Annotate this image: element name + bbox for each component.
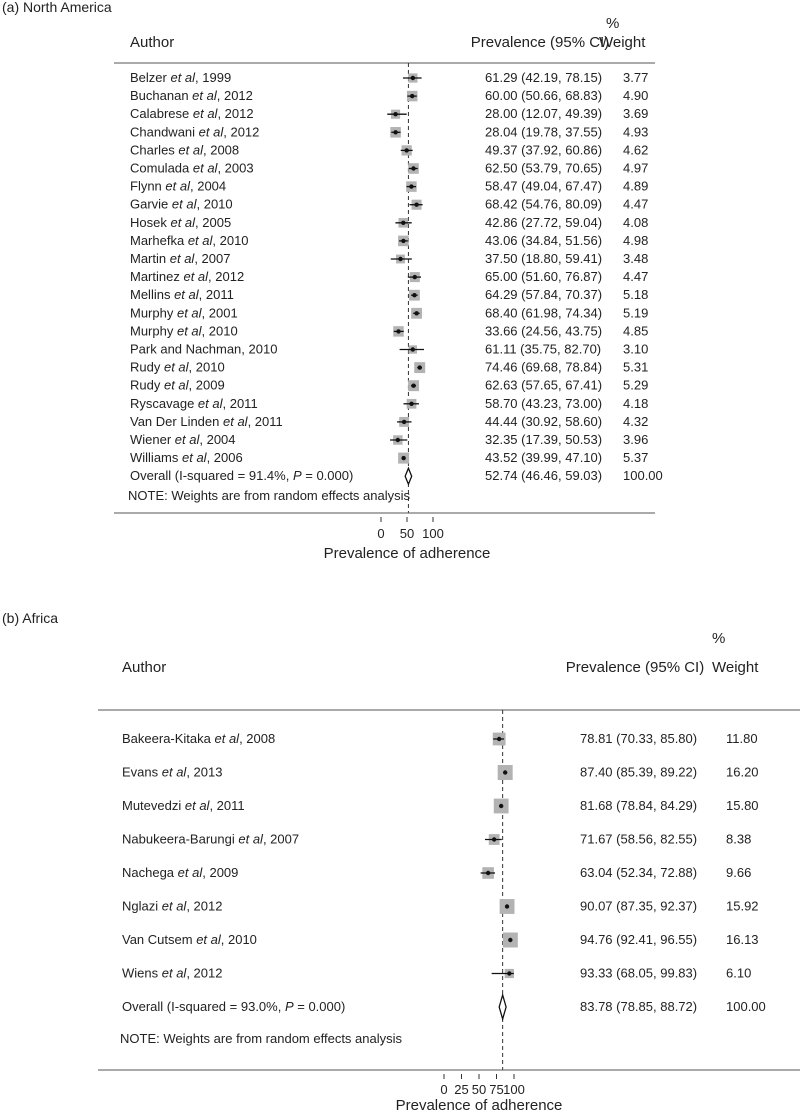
study-point xyxy=(396,329,400,333)
study-weight: 3.77 xyxy=(623,70,649,85)
study-weight: 4.89 xyxy=(623,178,649,194)
study-ci: 33.66 (24.56, 43.75) xyxy=(485,323,603,339)
author-text-part: Williams xyxy=(130,450,182,466)
x-axis-label: Prevalence of adherence xyxy=(323,545,491,562)
author-text-part: Evans xyxy=(122,764,162,780)
italic-text: et al xyxy=(198,124,224,140)
study-ci: 58.47 (49.04, 67.47) xyxy=(485,178,603,194)
study-author xyxy=(122,932,257,947)
author-text-part: Mutevedzi xyxy=(122,798,185,813)
study-point xyxy=(401,221,405,225)
study-author xyxy=(130,432,236,447)
study-weight: 4.47 xyxy=(623,269,649,285)
italic-text: et al xyxy=(183,269,209,285)
x-axis-label: Prevalence of adherence xyxy=(395,1097,563,1113)
overall-label xyxy=(122,999,345,1014)
author-text-part: Charles xyxy=(130,142,179,158)
study-point xyxy=(505,904,509,908)
study-author xyxy=(130,305,238,320)
author-text-part: Buchanan xyxy=(130,88,193,104)
study-weight: 4.93 xyxy=(623,124,649,140)
study-author xyxy=(130,323,238,338)
italic-text: et al xyxy=(161,764,187,780)
study-author xyxy=(130,287,234,302)
italic-text: et al xyxy=(197,395,223,411)
header-weight-percent: % xyxy=(712,630,726,647)
study-author xyxy=(130,215,231,230)
study-weight: 5.31 xyxy=(623,359,649,375)
author-text-part: , 2011 xyxy=(222,395,258,411)
study-author xyxy=(130,70,231,85)
author-text-part: , 2012 xyxy=(217,106,254,122)
italic-text: et al xyxy=(163,359,189,375)
author-text-part: , 2012 xyxy=(216,88,253,104)
author-text-part: Rudy xyxy=(130,359,164,375)
study-point xyxy=(409,402,413,406)
header-estimate: Prevalence (95% CI) xyxy=(565,659,705,676)
x-tick-label: 0 xyxy=(377,526,385,541)
overall-weight: 100.00 xyxy=(623,468,663,484)
study-point xyxy=(393,130,397,134)
author-text-part: Nachega xyxy=(122,865,178,880)
x-tick-label: 100 xyxy=(503,1082,525,1097)
author-text-part: , 2010 xyxy=(220,932,257,947)
study-weight: 15.80 xyxy=(726,798,759,813)
study-weight: 5.37 xyxy=(623,450,649,466)
study-author xyxy=(130,106,254,121)
header-author: Author xyxy=(130,34,175,51)
study-ci: 78.81 (70.33, 85.80) xyxy=(580,731,698,746)
study-author xyxy=(130,88,253,103)
study-point xyxy=(413,275,417,279)
author-text-part: , 2009 xyxy=(202,865,239,880)
study-ci: 94.76 (92.41, 96.55) xyxy=(580,932,698,947)
study-ci: 32.35 (17.39, 50.53) xyxy=(485,432,603,447)
author-text-part: Garvie xyxy=(130,196,172,212)
study-point xyxy=(486,871,490,875)
study-author xyxy=(130,414,283,429)
author-text-part: Nglazi xyxy=(122,898,162,914)
italic-text: P xyxy=(292,468,302,484)
study-ci: 64.29 (57.84, 70.37) xyxy=(485,287,603,303)
study-author xyxy=(122,731,275,746)
study-ci: 28.04 (19.78, 37.55) xyxy=(485,124,603,140)
weights-note: NOTE: Weights are from random effects analysis xyxy=(120,1031,403,1046)
x-tick-label: 75 xyxy=(489,1082,504,1097)
study-author xyxy=(122,966,222,981)
study-point xyxy=(404,148,408,152)
author-text-part: Van Der Linden xyxy=(130,413,223,429)
italic-text: et al xyxy=(223,413,248,429)
author-text-part: = 0.000) xyxy=(301,468,354,484)
x-tick-label: 100 xyxy=(422,526,444,541)
study-weight: 15.92 xyxy=(726,898,759,914)
overall-diamond xyxy=(405,468,412,484)
study-point xyxy=(499,804,503,808)
study-point xyxy=(412,293,416,297)
author-text-part: Murphy xyxy=(130,323,177,339)
study-weight: 4.32 xyxy=(623,413,649,429)
italic-text: et al xyxy=(182,450,207,466)
author-text-part: , 2010 xyxy=(212,232,249,248)
italic-text: et al xyxy=(196,932,221,947)
study-weight: 3.69 xyxy=(623,106,649,122)
study-weight: 6.10 xyxy=(726,965,752,981)
study-weight: 3.96 xyxy=(623,432,649,447)
study-ci: 68.40 (61.98, 74.34) xyxy=(485,305,603,321)
author-text-part: Flynn xyxy=(130,178,166,194)
study-point xyxy=(414,311,418,315)
study-ci: 28.00 (12.07, 49.39) xyxy=(485,106,603,122)
author-text-part: Park and Nachman, 2010 xyxy=(130,341,278,357)
italic-text: et al xyxy=(165,178,190,194)
study-point xyxy=(396,438,400,442)
study-ci: 42.86 (27.72, 59.04) xyxy=(485,214,603,230)
study-point xyxy=(507,971,511,975)
italic-text: et al xyxy=(176,323,202,339)
author-text-part: , 2010 xyxy=(196,196,233,212)
study-ci: 68.42 (54.76, 80.09) xyxy=(485,196,603,212)
header-weight: Weight xyxy=(599,34,646,51)
italic-text: et al xyxy=(187,232,213,248)
author-text-part: , 2012 xyxy=(186,965,223,981)
study-weight: 16.13 xyxy=(726,932,759,947)
x-tick-label: 50 xyxy=(471,1082,487,1097)
author-text-part: Rudy xyxy=(130,377,164,393)
study-point xyxy=(418,365,422,369)
study-weight: 4.85 xyxy=(623,323,649,339)
author-text-part: , 2012 xyxy=(186,898,223,914)
study-author xyxy=(130,233,249,248)
study-ci: 62.50 (53.79, 70.65) xyxy=(485,160,603,176)
italic-text: et al xyxy=(163,377,189,393)
study-ci: 43.52 (39.99, 47.10) xyxy=(485,450,603,466)
overall-label xyxy=(130,468,353,483)
study-ci: 43.06 (34.84, 51.56) xyxy=(485,232,603,248)
study-author xyxy=(122,798,245,813)
study-ci: 74.46 (69.68, 78.84) xyxy=(485,359,603,375)
study-author xyxy=(122,832,299,847)
header-weight-percent: % xyxy=(606,15,620,32)
author-text-part: , 2004 xyxy=(199,432,236,447)
panel-label: (b) Africa xyxy=(2,610,59,626)
author-text-part: , 2006 xyxy=(206,450,243,466)
x-tick-label: 0 xyxy=(440,1082,448,1097)
author-text-part: Belzer xyxy=(130,70,171,85)
overall-ci: 83.78 (78.85, 88.72) xyxy=(580,999,698,1014)
study-weight: 5.18 xyxy=(623,287,649,303)
author-text-part: Overall (I-squared = 91.4%, xyxy=(130,468,293,484)
study-ci: 81.68 (78.84, 84.29) xyxy=(580,798,698,813)
overall-ci: 52.74 (46.46, 59.03) xyxy=(485,468,603,484)
author-text-part: , 2008 xyxy=(239,731,276,746)
italic-text: et al xyxy=(174,287,199,303)
italic-text: et al xyxy=(238,831,263,847)
italic-text: et al xyxy=(192,88,217,104)
author-text-part: Murphy xyxy=(130,305,177,321)
study-point xyxy=(401,456,405,460)
author-text-part: Martin xyxy=(130,251,170,266)
italic-text: et al xyxy=(170,214,196,230)
author-text-part: Mellins xyxy=(130,287,175,303)
weights-note: NOTE: Weights are from random effects analysis xyxy=(128,488,411,504)
study-point xyxy=(411,347,415,351)
italic-text: P xyxy=(284,999,294,1014)
author-text-part: , 2001 xyxy=(201,305,238,321)
italic-text: et al xyxy=(184,798,210,813)
italic-text: et al xyxy=(174,432,200,447)
study-author xyxy=(130,342,277,357)
author-text-part: , 2007 xyxy=(262,831,300,847)
author-text-part: , 2005 xyxy=(195,214,232,230)
author-text-part: Ryscavage xyxy=(130,395,198,411)
study-weight: 5.29 xyxy=(623,377,649,393)
study-author xyxy=(130,251,230,266)
study-point xyxy=(508,938,512,942)
study-ci: 60.00 (50.66, 68.83) xyxy=(485,88,603,104)
overall-weight: 100.00 xyxy=(726,999,766,1014)
study-author xyxy=(130,360,225,375)
italic-text: et al xyxy=(170,70,196,85)
study-author xyxy=(130,161,254,176)
study-weight: 4.62 xyxy=(623,142,649,158)
study-weight: 3.10 xyxy=(623,341,649,357)
study-author xyxy=(130,179,226,194)
author-text-part: , 2012 xyxy=(208,269,245,285)
author-text-part: Comulada xyxy=(130,160,193,176)
study-author xyxy=(130,197,233,212)
author-text-part: , 2013 xyxy=(186,764,223,780)
author-text-part: Calabrese xyxy=(130,106,193,122)
study-ci: 61.11 (35.75, 82.70) xyxy=(485,341,602,357)
author-text-part: , 2011 xyxy=(198,287,234,303)
author-text-part: , 2011 xyxy=(247,413,283,429)
study-weight: 4.47 xyxy=(623,196,649,212)
study-author xyxy=(130,124,259,139)
author-text-part: , 2011 xyxy=(209,798,245,813)
study-author xyxy=(130,269,244,284)
author-text-part: , 2008 xyxy=(203,142,240,158)
study-author xyxy=(122,899,222,914)
study-weight: 4.97 xyxy=(623,160,649,176)
study-author xyxy=(130,396,258,411)
header-estimate: Prevalence (95% CI) xyxy=(470,34,610,51)
study-ci: 93.33 (68.05, 99.83) xyxy=(580,965,698,981)
study-ci: 49.37 (37.92, 60.86) xyxy=(485,142,603,158)
study-ci: 44.44 (30.92, 58.60) xyxy=(485,413,603,429)
italic-text: et al xyxy=(177,865,203,880)
study-point xyxy=(503,770,507,774)
author-text-part: = 0.000) xyxy=(293,999,346,1014)
study-point xyxy=(411,166,415,170)
panel-label: (a) North America xyxy=(2,0,112,15)
italic-text: et al xyxy=(214,731,240,746)
italic-text: et al xyxy=(161,965,187,981)
study-ci: 87.40 (85.39, 89.22) xyxy=(580,764,698,780)
study-ci: 37.50 (18.80, 59.41) xyxy=(485,251,603,266)
italic-text: et al xyxy=(192,106,218,122)
study-point xyxy=(410,94,414,98)
italic-text: et al xyxy=(171,196,197,212)
author-text-part: , 2004 xyxy=(189,178,227,194)
italic-text: et al xyxy=(161,898,187,914)
study-point xyxy=(411,384,415,388)
study-weight: 9.66 xyxy=(726,865,752,880)
study-point xyxy=(393,112,397,116)
author-text-part: Overall (I-squared = 93.0%, xyxy=(122,999,285,1014)
author-text-part: Van Cutsem xyxy=(122,932,197,947)
study-ci: 62.63 (57.65, 67.41) xyxy=(485,377,603,393)
author-text-part: Chandwani xyxy=(130,124,199,140)
author-text-part: Bakeera-Kitaka xyxy=(122,731,215,746)
study-weight: 11.80 xyxy=(726,731,758,746)
study-point xyxy=(402,420,406,424)
study-weight: 4.08 xyxy=(623,214,649,230)
study-point xyxy=(409,184,413,188)
study-weight: 4.18 xyxy=(623,395,649,411)
study-point xyxy=(398,257,402,261)
study-point xyxy=(497,737,501,741)
italic-text: et al xyxy=(178,142,203,158)
overall-diamond xyxy=(499,995,506,1019)
study-weight: 4.90 xyxy=(623,88,649,104)
study-weight: 3.48 xyxy=(623,251,649,266)
study-ci: 63.04 (52.34, 72.88) xyxy=(580,865,698,880)
study-point xyxy=(401,239,405,243)
author-text-part: Nabukeera-Barungi xyxy=(122,831,239,847)
author-text-part: , 2010 xyxy=(201,323,238,339)
study-author xyxy=(122,765,222,780)
italic-text: et al xyxy=(192,160,218,176)
study-ci: 58.70 (43.23, 73.00) xyxy=(485,395,603,411)
header-weight: Weight xyxy=(712,659,759,676)
x-tick-label: 50 xyxy=(399,526,415,541)
study-author xyxy=(130,450,243,465)
study-point xyxy=(492,837,496,841)
author-text-part: Wiener xyxy=(130,432,175,447)
author-text-part: Hosek xyxy=(130,214,171,230)
study-ci: 90.07 (87.35, 92.37) xyxy=(580,898,698,914)
study-point xyxy=(411,76,415,80)
author-text-part: , 2012 xyxy=(223,124,260,140)
study-weight: 5.19 xyxy=(623,305,649,321)
author-text-part: , 2007 xyxy=(194,251,231,266)
italic-text: et al xyxy=(169,251,195,266)
italic-text: et al xyxy=(176,305,202,321)
study-ci: 61.29 (42.19, 78.15) xyxy=(485,70,603,85)
study-author xyxy=(122,865,238,880)
author-text-part: Martinez xyxy=(130,269,184,285)
study-weight: 8.38 xyxy=(726,831,752,847)
study-weight: 4.98 xyxy=(623,232,649,248)
author-text-part: , 2009 xyxy=(188,377,225,393)
author-text-part: Wiens xyxy=(122,965,162,981)
author-text-part: , 2010 xyxy=(188,359,225,375)
study-ci: 65.00 (51.60, 76.87) xyxy=(485,269,603,285)
author-text-part: , 1999 xyxy=(195,70,232,85)
x-tick-label: 25 xyxy=(454,1082,469,1097)
study-point xyxy=(414,203,418,207)
author-text-part: Marhefka xyxy=(130,232,188,248)
header-author: Author xyxy=(122,659,167,676)
author-text-part: , 2003 xyxy=(217,160,254,176)
study-weight: 16.20 xyxy=(726,764,759,780)
study-author xyxy=(130,142,239,157)
study-ci: 71.67 (58.56, 82.55) xyxy=(580,831,698,847)
study-author xyxy=(130,378,225,393)
